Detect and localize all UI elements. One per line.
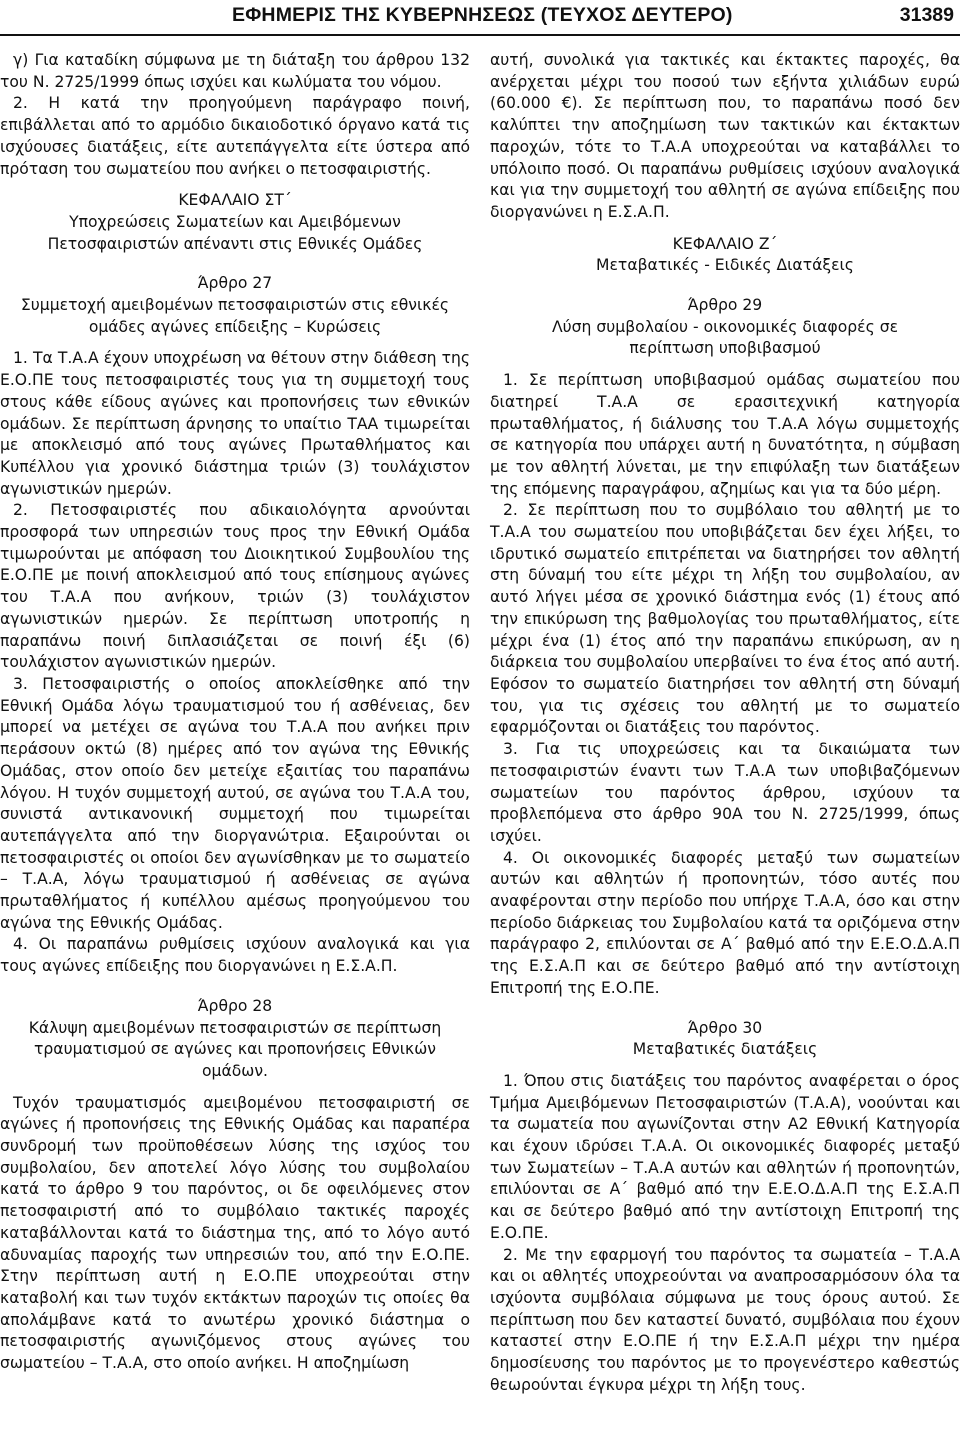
article-28-continuation: αυτή, συνολικά για τακτικές και έκτακτες παροχές, θα ανέρχεται μέχρι του ποσού των εξήντα χιλιάδων ευρώ (60.000 €). Σε περίπτωση που, το παραπάνω ποσό δεν καλύπτει την αποζημίωση των τακτικών και έκτακτων παροχών, τότε το Τ.Α.Α υποχρεούται να καταβάλλει το υπόλοιπο ποσό. Οι παραπάνω ρυθμίσεις ισχύουν αναλογικά και για την συμμετοχή του αθλητή σε αγώνα επίδειξης που διοργανώνει η Ε.Σ.Α.Π.: [490, 51, 960, 221]
article-30-title: Μεταβατικές διατάξεις: [632, 1040, 818, 1059]
article-28-label: Άρθρο 28: [197, 996, 273, 1015]
article-29-title: Λύση συμβολαίου - οικονομικές διαφορές σε περίπτωση υποβιβασμού: [551, 317, 899, 358]
gazette-title: ΕΦΗΜΕΡΙΣ ΤΗΣ ΚΥΒΕΡΝΗΣΕΩΣ (ΤΕΥΧΟΣ ΔΕΥΤΕΡΟ): [232, 4, 733, 26]
article-27-paragraph-2: 2. Πετοσφαιριστές που αδικαιολόγητα αρνούνται προσφορά των υπηρεσιών τους προς την Εθνική Ομάδα τιμωρούνται με απόφαση του Διοικητικού Συμβουλίου της Ε.Ο.ΠΕ με ποινή αποκλεισμού από τους επίσημους αγώνες του Τ.Α.Α που ανήκουν, τριών (3) τουλάχιστον αγωνιστικών ημερών. Σε περίπτωση υποτροπής η παραπάνω ποινή διπλασιάζεται σε ποινή έξι (6) τουλάχιστον αγωνιστικών ημερών.: [0, 501, 470, 672]
article-29-paragraph-4: 4. Οι οικονομικές διαφορές μεταξύ των σωματείων αυτών και αθλητών ή προπονητών, τόσο αυτές που αναφέρονται στην περίοδο που υπήρχε Τ.Α.Α, όσο και στην περίοδο διάρκειας του Συμβολαίου κατά τα οριζόμενα στην παράγραφο 2, επιλύονται σε Α΄ βαθμό από την Ε.Ε.Ο.Δ.Α.Π της Ε.Σ.Α.Π και σε δεύτερο βαθμό από την αντίστοιχη Επιτροπή της Ε.Ο.ΠΕ.: [490, 848, 960, 997]
paragraph-gamma: γ) Για καταδίκη σύμφωνα με τη διάταξη του άρθρου 132 του Ν. 2725/1999 όπως ισχύει και κωλύματα του νόμου.: [0, 51, 470, 91]
chapter-label: ΚΕΦΑΛΑΙΟ ΣΤ΄: [178, 191, 292, 210]
page-header: [0, 0, 960, 36]
chapter-title: Υποχρεώσεις Σωματείων και Αμειβόμενων Πετοσφαιριστών απέναντι στις Εθνικές Ομάδες: [47, 212, 423, 253]
page-number: 31389: [899, 4, 954, 26]
chapter-z-title: Μεταβατικές - Ειδικές Διατάξεις: [596, 256, 854, 275]
article-29-label: Άρθρο 29: [687, 296, 763, 315]
chapter-z-label: ΚΕΦΑΛΑΙΟ Ζ΄: [672, 234, 778, 253]
header-rule: [0, 34, 960, 36]
article-27-label: Άρθρο 27: [197, 274, 273, 293]
paragraph-2: 2. Η κατά την προηγούμενη παράγραφο ποινή, επιβάλλεται από το αρμόδιο δικαιοδοτικό όργανο κατά τις ισχύουσες διατάξεις, είτε αυτεπάγγελτα είτε ύστερα από πρόταση του σωματείου που ανήκει ο πετοσφαιριστής.: [0, 94, 470, 178]
article-27-paragraph-4: 4. Οι παραπάνω ρυθμίσεις ισχύουν αναλογικά και για τους αγώνες επίδειξης που διοργανώνει η Ε.Σ.Α.Π.: [0, 935, 470, 976]
article-27-paragraph-3: 3. Πετοσφαιριστής ο οποίος αποκλείσθηκε από την Εθνική Ομάδα λόγω τραυματισμού του ή ασθένειας, δεν μπορεί να μετέχει σε αγώνα του Τ.Α.Α που ανήκει πριν περάσουν οκτώ (8) ημέρες από τον αγώνα της Εθνικής Ομάδας, στον οποίο δεν μετείχε εξαιτίας του παραπάνω λόγου. Η τυχόν συμμετοχή αυτού, σε αγώνα του Τ.Α.Α του, συνιστά αντικανονική συμμετοχή που τιμωρείται αυτεπάγγελτα από την διοργανώτρια. Εξαιρούνται οι πετοσφαιριστές οι οποίοι δεν αγωνίσθηκαν με το σωματείο – Τ.Α.Α, λόγω τραυματισμού ή ασθένειας σε αγώνα πρωταθλήματος ή κυπέλλου αμέσως προηγούμενου του αγώνα της Εθνικής Ομάδας.: [0, 674, 470, 932]
article-27-title: Συμμετοχή αμειβομένων πετοσφαιριστών στις εθνικές ομάδες αγώνες επίδειξης – Κυρώσεις: [20, 296, 450, 336]
article-29-paragraph-2: 2. Σε περίπτωση που το συμβόλαιο του αθλητή με το Τ.Α.Α του σωματείου που υποβιβάζεται δεν έχει λήξει, το ιδρυτικό σωματείο επιτρέπεται να διατηρήσει τον αθλητή στη δύναμή του είτε μέχρι τη λήξη του συμβολαίου, αν αυτό λήγει μέσα σε χρονικό διάστημα ενός (1) έτους από την επικύρωση της βαθμολογίας του πρωταθλήματος, είτε μέχρι ένα (1) έτος από την παραπάνω επικύρωση, αν η διάρκεια του συμβολαίου υπερβαίνει το ένα έτος από αυτή. Εφόσον το σωματείο διατηρήσει τον αθλητή στη δύναμή του, για τις σχέσεις του αθλητή με το σωματείο εφαρμόζονται οι διατάξεις του παρόντος.: [490, 501, 960, 737]
article-30-paragraph-2: 2. Με την εφαρμογή του παρόντος τα σωματεία – Τ.Α.Α και οι αθλητές υποχρεούνται να αναπροσαρμόσουν όλα τα ισχύοντα συμβόλαια σύμφωνα με τους όρους αυτού. Σε περίπτωση που δεν καταστεί δυνατό, συμβόλαια που έχουν καταστεί στην Ε.Ο.ΠΕ ή την Ε.Σ.Α.Π μέχρι την ημέρα δημοσίευσης του παρόντος με το προγενέστερο καθεστώς θεωρούνται έγκυρα μέχρι τη λήξη τους.: [490, 1245, 960, 1394]
right-column: [490, 50, 960, 1396]
article-28-paragraph-1: Τυχόν τραυματισμός αμειβομένου πετοσφαιριστή σε αγώνες ή προπονήσεις της Εθνικής Ομάδας και παραπέρα συνδρομή των προϋποθέσεων λύσης της ισχύος του συμβολαίου, δεν αποτελεί λόγο λύσης του συμβολαίου κατά το άρθρο 9 του παρόντος, οι δε οφειλόμενες στον πετοσφαιριστή από το συμβόλαιο τακτικές παροχές καταβάλλονται κατά το διάστημα της, από το λόγο αυτό αδυναμίας παροχής των υπηρεσιών του, από την Ε.Ο.ΠΕ. Στην περίπτωση αυτή η Ε.Ο.ΠΕ υποχρεούται στην καταβολή και των τυχόν εκτάκτων παροχών τις οποίες θα απολάμβανε κατά το ανωτέρω χρονικό διάστημα ο πετοσφαιριστής αγωνιζόμενος στους αγώνες του σωματείου – Τ.Α.Α, στο οποίο ανήκει. Η αποζημίωση: [0, 1093, 470, 1373]
article-30-paragraph-1: 1. Όπου στις διατάξεις του παρόντος αναφέρεται ο όρος Τμήμα Αμειβόμενων Πετοσφαιριστών (Τ.Α.Α), νοούνται και τα σωματεία που αγωνίζονται στην Α2 Εθνική Κατηγορία και έχουν ιδρύσει Τ.Α.Α. Οι οικονομικές διαφορές μεταξύ των Σωματείων – Τ.Α.Α αυτών και αθλητών ή προπονητών, επιλύονται σε Α΄ βαθμό από την Ε.Ε.Ο.Δ.Α.Π της Ε.Σ.Α.Π και σε δεύτερο βαθμό από την αντίστοιχη Επιτροπή της Ε.Ο.ΠΕ.: [490, 1071, 960, 1242]
article-29-paragraph-3: 3. Για τις υποχρεώσεις και τα δικαιώματα των πετοσφαιριστών έναντι των Τ.Α.Α των υποβιβαζόμενων σωματείων του παρόντος άρθρου, ισχύουν τα προβλεπόμενα στο άρθρο 90Α του Ν. 2725/1999, όπως ισχύει.: [490, 740, 960, 845]
article-30-label: Άρθρο 30: [687, 1018, 763, 1037]
article-29-paragraph-1: 1. Σε περίπτωση υποβιβασμού ομάδας σωματείου που διατηρεί Τ.Α.Α σε ερασιτεχνική κατηγορία πρωταθλήματος, ή διάλυσης του Τ.Α.Α λόγω συμμετοχής σε κατηγορία που υπάρχει αυτή η δυνατότητα, η σύμβαση με τον αθλητή λύνεται, με την επιφύλαξη των διατάξεων της επόμενης παραγράφου, αζημίως και για τα δύο μέρη.: [490, 371, 960, 498]
article-27-paragraph-1: 1. Τα Τ.Α.Α έχουν υποχρέωση να θέτουν στην διάθεση της Ε.Ο.ΠΕ τους πετοσφαιριστές τους για τη συμμετοχή τους στους κάθε είδους αγώνες και προπονήσεις των εθνικών ομάδων. Σε περίπτωση άρνησης το υπαίτιο ΤΑΑ τιμωρείται με αποκλεισμό από τους αγώνες Πρωταθλήματος και Κυπέλλου για χρονικό διάστημα τριών (3) τουλάχιστον αγωνιστικών ημερών.: [0, 349, 470, 498]
article-28-title: Κάλυψη αμειβομένων πετοσφαιριστών σε περίπτωση τραυματισμού σε αγώνες και προπονήσεις Εθνικών ομάδων.: [28, 1018, 442, 1080]
left-column: [0, 50, 470, 1375]
